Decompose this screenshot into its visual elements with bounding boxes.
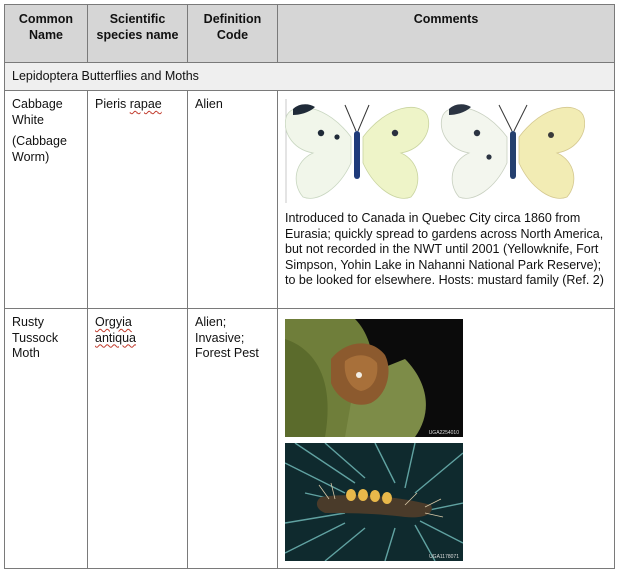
- photo1-caption: UGA2254010: [428, 430, 459, 436]
- scientific-name-cell: [88, 309, 188, 569]
- scientific-species: antiqua: [95, 330, 137, 345]
- header-scientific-name: Scientific species name: [88, 5, 188, 63]
- header-definition-code: Definition Code: [188, 5, 278, 63]
- comments-cell: [278, 91, 615, 309]
- section-title: Lepidoptera Butterflies and Moths: [5, 63, 615, 91]
- header-common-name: Common Name: [5, 5, 88, 63]
- adult-moth-photo: [285, 319, 463, 437]
- caterpillar-photo: [285, 443, 463, 561]
- section-row: [5, 63, 615, 91]
- table-row: [5, 91, 615, 309]
- header-comments: Comments: [278, 5, 615, 63]
- comment-text: Introduced to Canada in Quebec City circa 1860 from Eurasia; quickly spread to gardens across North America, but not recorded in the NWT until 2001 (Yellowknife, Fort Simpson, Yohin Lake in Nahanni National Park Reserve); to be looked for elsewhere. Hosts: mustard family (Ref. 2): [285, 211, 604, 287]
- scientific-name-cell: [88, 91, 188, 309]
- scientific-genus: Pieris: [95, 97, 127, 111]
- comments-cell: [278, 309, 615, 569]
- photo2-caption: UGA1178071: [429, 554, 459, 560]
- common-name-cell: [5, 91, 88, 309]
- header-row: [5, 5, 615, 63]
- common-name-alt: (Cabbage Worm): [12, 134, 67, 164]
- common-name: Cabbage White: [12, 97, 63, 127]
- definition-cell: Alien: [188, 91, 278, 309]
- scientific-genus: Orgyia: [95, 315, 132, 329]
- table-row: [5, 309, 615, 569]
- common-name-cell: Rusty Tussock Moth: [5, 309, 88, 569]
- scientific-species: rapae: [129, 97, 162, 111]
- definition-cell: Alien; Invasive; Forest Pest: [188, 309, 278, 569]
- species-table: [4, 4, 615, 569]
- cabbage-white-butterfly-photo: [285, 97, 585, 205]
